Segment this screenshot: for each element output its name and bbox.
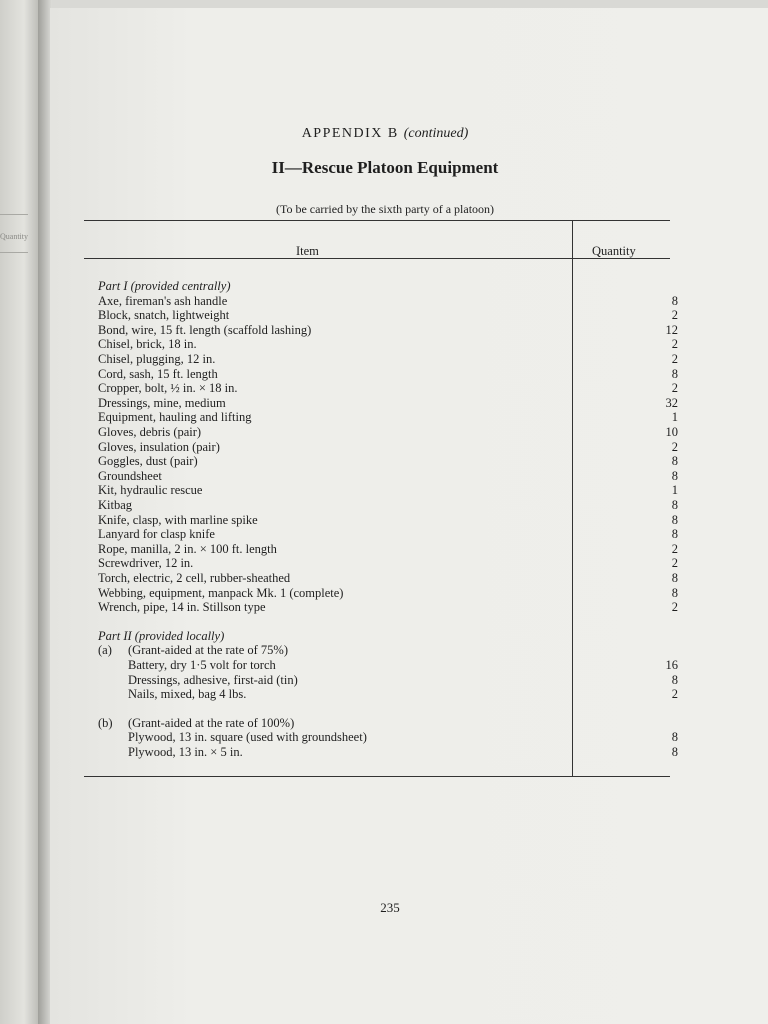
table-row (98, 454, 678, 469)
item-quantity: 8 (671, 454, 678, 469)
table-row (98, 323, 678, 338)
item-name: Block, snatch, lightweight (98, 308, 230, 323)
item-name: Dressings, adhesive, first-aid (tin) (128, 672, 298, 687)
item-name: Webbing, equipment, manpack Mk. 1 (complete) (98, 585, 344, 600)
item-quantity: 16 (665, 658, 678, 672)
table-row (98, 556, 678, 571)
part-heading: Part II (provided locally) (98, 628, 225, 643)
table-row (98, 294, 678, 309)
item-quantity: 2 (671, 381, 678, 396)
facing-page-text: Quantity (0, 232, 28, 241)
item-name: Kitbag (98, 498, 133, 512)
item-name: Battery, dry 1·5 volt for torch (128, 658, 276, 672)
facing-page-rule (0, 252, 28, 253)
table-row (98, 308, 678, 323)
item-quantity: 8 (671, 585, 678, 600)
page-title: II—Rescue Platoon Equipment (271, 158, 499, 177)
subheading-text: (Grant-aided at the rate of 100%) (128, 715, 295, 730)
page-number: 235 (380, 900, 400, 915)
facing-page-rule (0, 214, 28, 215)
item-quantity: 8 (671, 527, 678, 542)
item-quantity: 2 (671, 337, 678, 352)
item-quantity: 12 (665, 322, 678, 337)
subheading-text: (Grant-aided at the rate of 75%) (128, 643, 288, 658)
subheading-marker: (a) (98, 643, 112, 658)
item-quantity: 8 (671, 745, 678, 759)
table-row (98, 425, 678, 440)
item-name: Goggles, dust (pair) (98, 454, 198, 469)
item-quantity: 2 (671, 556, 678, 571)
table-row (98, 571, 678, 586)
table-row (98, 381, 678, 396)
item-name: Equipment, hauling and lifting (98, 410, 252, 425)
continued-label: (continued) (403, 126, 469, 141)
item-quantity: 1 (671, 483, 678, 498)
item-quantity: 8 (671, 498, 678, 512)
item-quantity: 8 (671, 468, 678, 483)
item-quantity: 8 (671, 293, 678, 308)
item-name: Knife, clasp, with marline spike (98, 512, 258, 527)
item-name: Kit, hydraulic rescue (98, 483, 203, 498)
item-name: Gloves, debris (pair) (98, 425, 202, 439)
table-row (98, 658, 678, 673)
table-row (98, 440, 678, 455)
grant-subheading (98, 716, 294, 731)
quantity-column-header: Quantity (592, 244, 636, 258)
table-row (98, 367, 678, 382)
item-name: Chisel, plugging, 12 in. (98, 352, 216, 366)
item-name: Screwdriver, 12 in. (98, 556, 194, 571)
item-quantity: 1 (671, 410, 678, 425)
item-quantity: 8 (671, 366, 678, 381)
item-quantity: 8 (671, 730, 678, 745)
item-name: Gloves, insulation (pair) (98, 439, 220, 454)
item-name: Rope, manilla, 2 in. × 100 ft. length (98, 541, 277, 556)
table-top-rule (84, 220, 670, 221)
item-quantity: 2 (671, 600, 678, 615)
item-quantity: 2 (671, 308, 678, 323)
item-name: Bond, wire, 15 ft. length (scaffold lashing) (98, 322, 312, 337)
item-name: Lanyard for clasp knife (98, 527, 215, 542)
table-row (98, 600, 678, 615)
item-quantity: 2 (671, 687, 678, 702)
item-quantity: 32 (665, 395, 678, 410)
item-quantity: 8 (671, 512, 678, 527)
item-quantity: 2 (671, 439, 678, 454)
table-row (98, 337, 678, 352)
table-row (98, 469, 678, 484)
table-row (98, 513, 678, 528)
item-quantity: 8 (671, 571, 678, 585)
item-name: Chisel, brick, 18 in. (98, 337, 197, 352)
item-quantity: 2 (671, 352, 678, 366)
item-column-header: Item (296, 244, 319, 258)
book-page (50, 8, 768, 1024)
item-quantity: 10 (665, 425, 678, 439)
item-name: Wrench, pipe, 14 in. Stillson type (98, 600, 266, 615)
item-name: Cropper, bolt, ½ in. × 18 in. (98, 381, 238, 396)
part-heading: Part I (provided centrally) (98, 279, 231, 293)
item-name: Torch, electric, 2 cell, rubber-sheathed (98, 571, 291, 585)
table-row (98, 527, 678, 542)
subheading-marker: (b) (98, 715, 113, 730)
table-row (98, 586, 678, 601)
table-row (98, 352, 678, 367)
grant-subheading (98, 643, 288, 658)
item-name: Nails, mixed, bag 4 lbs. (128, 687, 247, 702)
table-row (98, 745, 678, 760)
item-name: Dressings, mine, medium (98, 395, 226, 410)
facing-page-edge (0, 0, 40, 1024)
table-row (98, 396, 678, 411)
table-row (98, 542, 678, 557)
table-row (98, 498, 678, 513)
item-name: Axe, fireman's ash handle (98, 293, 228, 308)
table-bottom-rule (84, 776, 670, 777)
table-row (98, 673, 678, 688)
item-quantity: 8 (671, 672, 678, 687)
appendix-label: APPENDIX B (301, 126, 399, 141)
item-name: Groundsheet (98, 468, 162, 483)
page-subtitle: (To be carried by the sixth party of a platoon) (275, 202, 495, 216)
table-row (98, 410, 678, 425)
appendix-heading (50, 126, 720, 142)
item-name: Cord, sash, 15 ft. length (98, 366, 218, 381)
header-bottom-rule (84, 258, 670, 259)
table-row (98, 483, 678, 498)
item-name: Plywood, 13 in. × 5 in. (128, 745, 243, 759)
table-row (98, 687, 678, 702)
table-row (98, 730, 678, 745)
item-name: Plywood, 13 in. square (used with groundsheet) (128, 730, 367, 745)
item-quantity: 2 (671, 541, 678, 556)
